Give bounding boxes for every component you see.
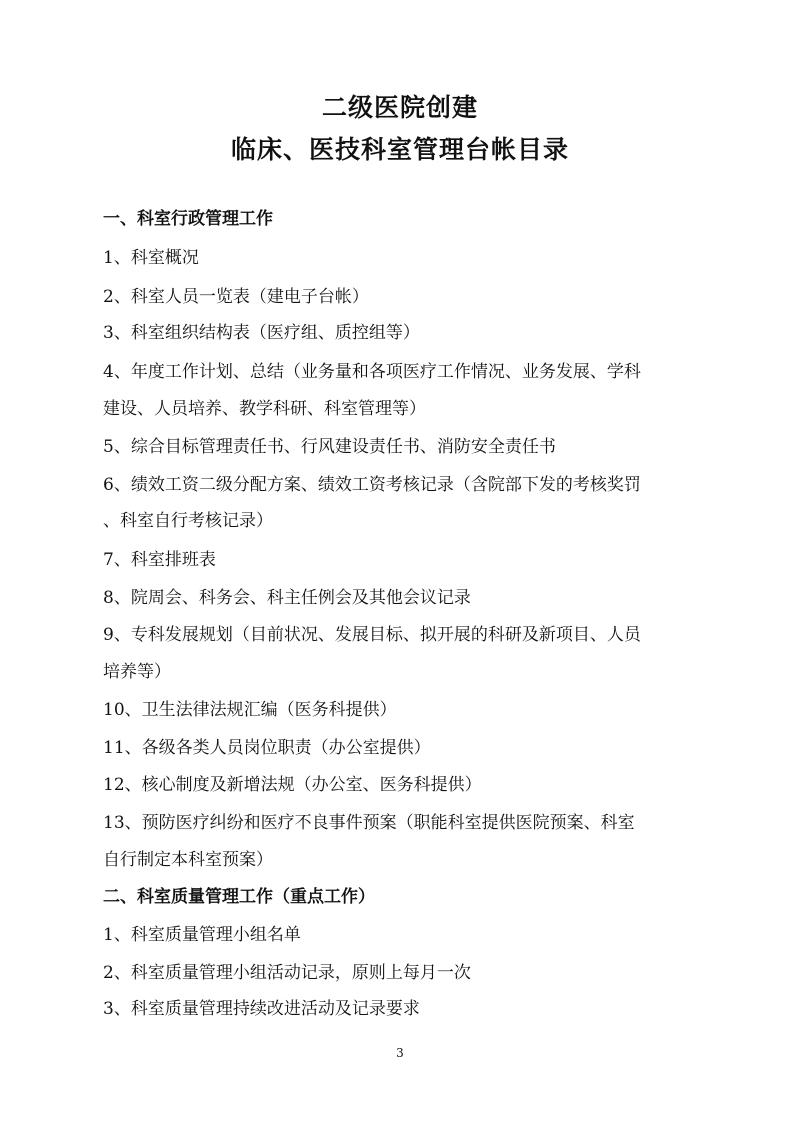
document-subtitle: 临床、医技科室管理台帐目录 [230,135,569,164]
document-title: 二级医院创建 [321,93,478,122]
list-item-continuation: 培养等） [103,662,171,682]
list-item-continuation: 自行制定本科室预案） [103,850,273,870]
section-heading-admin: 一、科室行政管理工作 [103,209,273,229]
list-item-continuation: 、科室自行考核记录） [103,511,273,531]
list-item: 13、预防医疗纠纷和医疗不良事件预案（职能科室提供医院预案、科室 [103,813,635,833]
list-item: 3、科室质量管理持续改进活动及记录要求 [103,999,420,1019]
list-item: 3、科室组织结构表（医疗组、质控组等） [103,323,420,343]
list-item: 2、科室人员一览表（建电子台帐） [103,287,369,307]
list-item: 8、院周会、科务会、科主任例会及其他会议记录 [103,588,471,608]
list-item: 9、专科发展规划（目前状况、发展目标、拟开展的科研及新项目、人员 [103,625,641,645]
section-heading-quality: 二、科室质量管理工作（重点工作） [103,887,375,907]
list-item: 4、年度工作计划、总结（业务量和各项医疗工作情况、业务发展、学科 [103,362,641,382]
page-number: 3 [396,1046,404,1060]
list-item: 11、各级各类人员岗位职责（办公室提供） [103,738,431,758]
list-item: 1、科室概况 [103,248,199,268]
list-item: 1、科室质量管理小组名单 [103,925,301,945]
list-item-continuation: 建设、人员培养、教学科研、科室管理等） [103,399,426,419]
list-item: 5、综合目标管理责任书、行风建设责任书、消防安全责任书 [103,437,556,457]
list-item: 7、科室排班表 [103,550,216,570]
list-item: 2、科室质量管理小组活动记录，原则上每月一次 [103,963,471,983]
list-item: 10、卫生法律法规汇编（医务科提供） [103,700,397,720]
list-item: 6、绩效工资二级分配方案、绩效工资考核记录（含院部下发的考核奖罚 [103,475,641,495]
list-item: 12、核心制度及新增法规（办公室、医务科提供） [103,775,482,795]
